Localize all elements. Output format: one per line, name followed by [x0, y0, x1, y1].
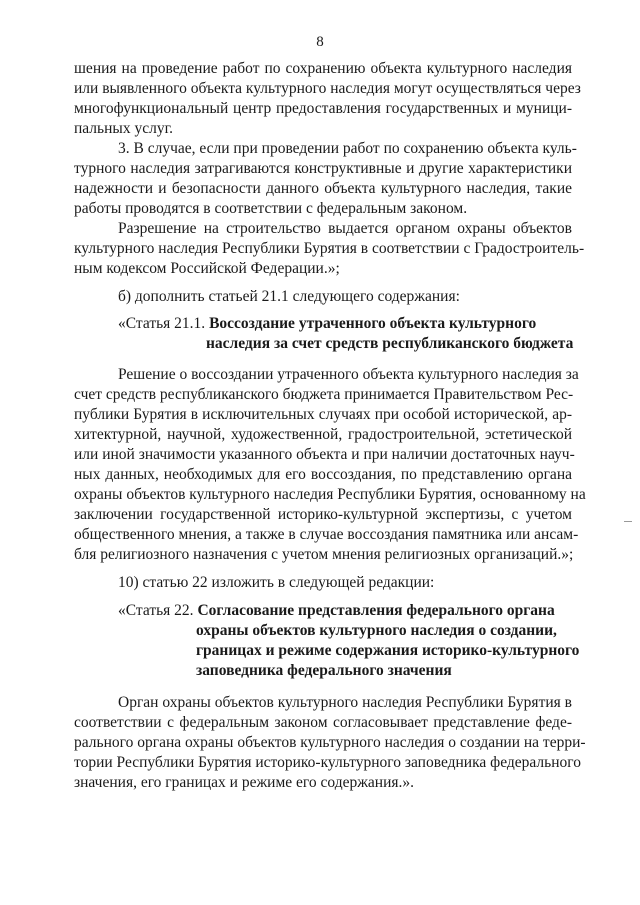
text-line: работы проводятся в соответствии с федеральным законом.: [74, 200, 468, 217]
text-line: счет средств республиканского бюджета принимается Правительством Рес-: [74, 386, 574, 403]
text-line: рального органа охраны объектов культурного наследия о создании на терри-: [74, 734, 586, 751]
article-title: охраны объектов культурного наследия о создании,: [196, 622, 557, 639]
text-line: многофункциональный центр предоставления государственных и муници-: [74, 100, 572, 117]
text-line: охраны объектов культурного наследия Республики Бурятия, основанному на: [74, 486, 586, 503]
text-line: публики Бурятия в исключительных случаях при особой исторической, ар-: [74, 406, 572, 423]
article-label: «Статья 22.: [118, 602, 198, 619]
article-title: Согласование представления федерального органа: [197, 602, 555, 619]
text-line: Разрешение на строительство выдается органом охраны объектов: [118, 220, 572, 237]
text-line: б) дополнить статьей 21.1 следующего содержания:: [118, 288, 460, 305]
text-line: бля религиозного назначения с учетом мнения религиозных организаций.»;: [74, 546, 574, 563]
text-line: культурного наследия Республики Бурятия в соответствии с Градостроитель-: [74, 240, 585, 257]
text-line: значения, его границах и режиме его содержания.».: [74, 774, 415, 791]
text-line: ных данных, необходимых для его воссоздания, по представлению органа: [74, 466, 572, 483]
page-number: 8: [316, 34, 324, 50]
text-line: или выявленного объекта культурного наследия могут осуществляться через: [74, 80, 581, 97]
text-line: 10) статью 22 изложить в следующей редакции:: [118, 574, 435, 591]
article-heading: [118, 314, 536, 334]
article-heading: [118, 601, 555, 621]
text-line: Решение о воссоздании утраченного объекта культурного наследия за: [118, 366, 579, 383]
article-title: наследия за счет средств республиканского бюджета: [206, 335, 574, 352]
text-line: шения на проведение работ по сохранению объекта культурного наследия: [74, 60, 572, 77]
text-line: Орган охраны объектов культурного наследия Республики Бурятия в: [118, 694, 572, 711]
text-line: пальных услуг.: [74, 120, 174, 137]
scan-edge-mark: [624, 521, 632, 522]
article-label: «Статья 21.1.: [118, 315, 210, 332]
text-line: соответствии с федеральным законом согласовывает представление феде-: [74, 714, 572, 731]
text-line: или иной значимости указанного объекта и при наличии достаточных науч-: [74, 446, 575, 463]
article-title: Воссоздание утраченного объекта культурного: [209, 315, 537, 332]
text-line: турного наследия затрагиваются конструктивные и другие характеристики: [74, 160, 572, 177]
article-title: границах и режиме содержания историко-культурного: [196, 642, 580, 659]
article-title: заповедника федерального значения: [196, 662, 452, 679]
text-line: надежности и безопасности данного объекта культурного наследия, такие: [74, 180, 572, 197]
text-line: 3. В случае, если при проведении работ по сохранению объекта куль-: [118, 140, 577, 157]
text-line: ным кодексом Российской Федерации.»;: [74, 260, 340, 277]
text-line: заключении государственной историко-культурной экспертизы, с учетом: [74, 506, 572, 523]
text-line: общественного мнения, а также в случае воссоздания памятника или ансам-: [74, 526, 579, 543]
text-line: тории Республики Бурятия историко-культурного заповедника федерального: [74, 754, 581, 771]
text-line: хитектурной, научной, художественной, градостроительной, эстетической: [74, 426, 572, 443]
